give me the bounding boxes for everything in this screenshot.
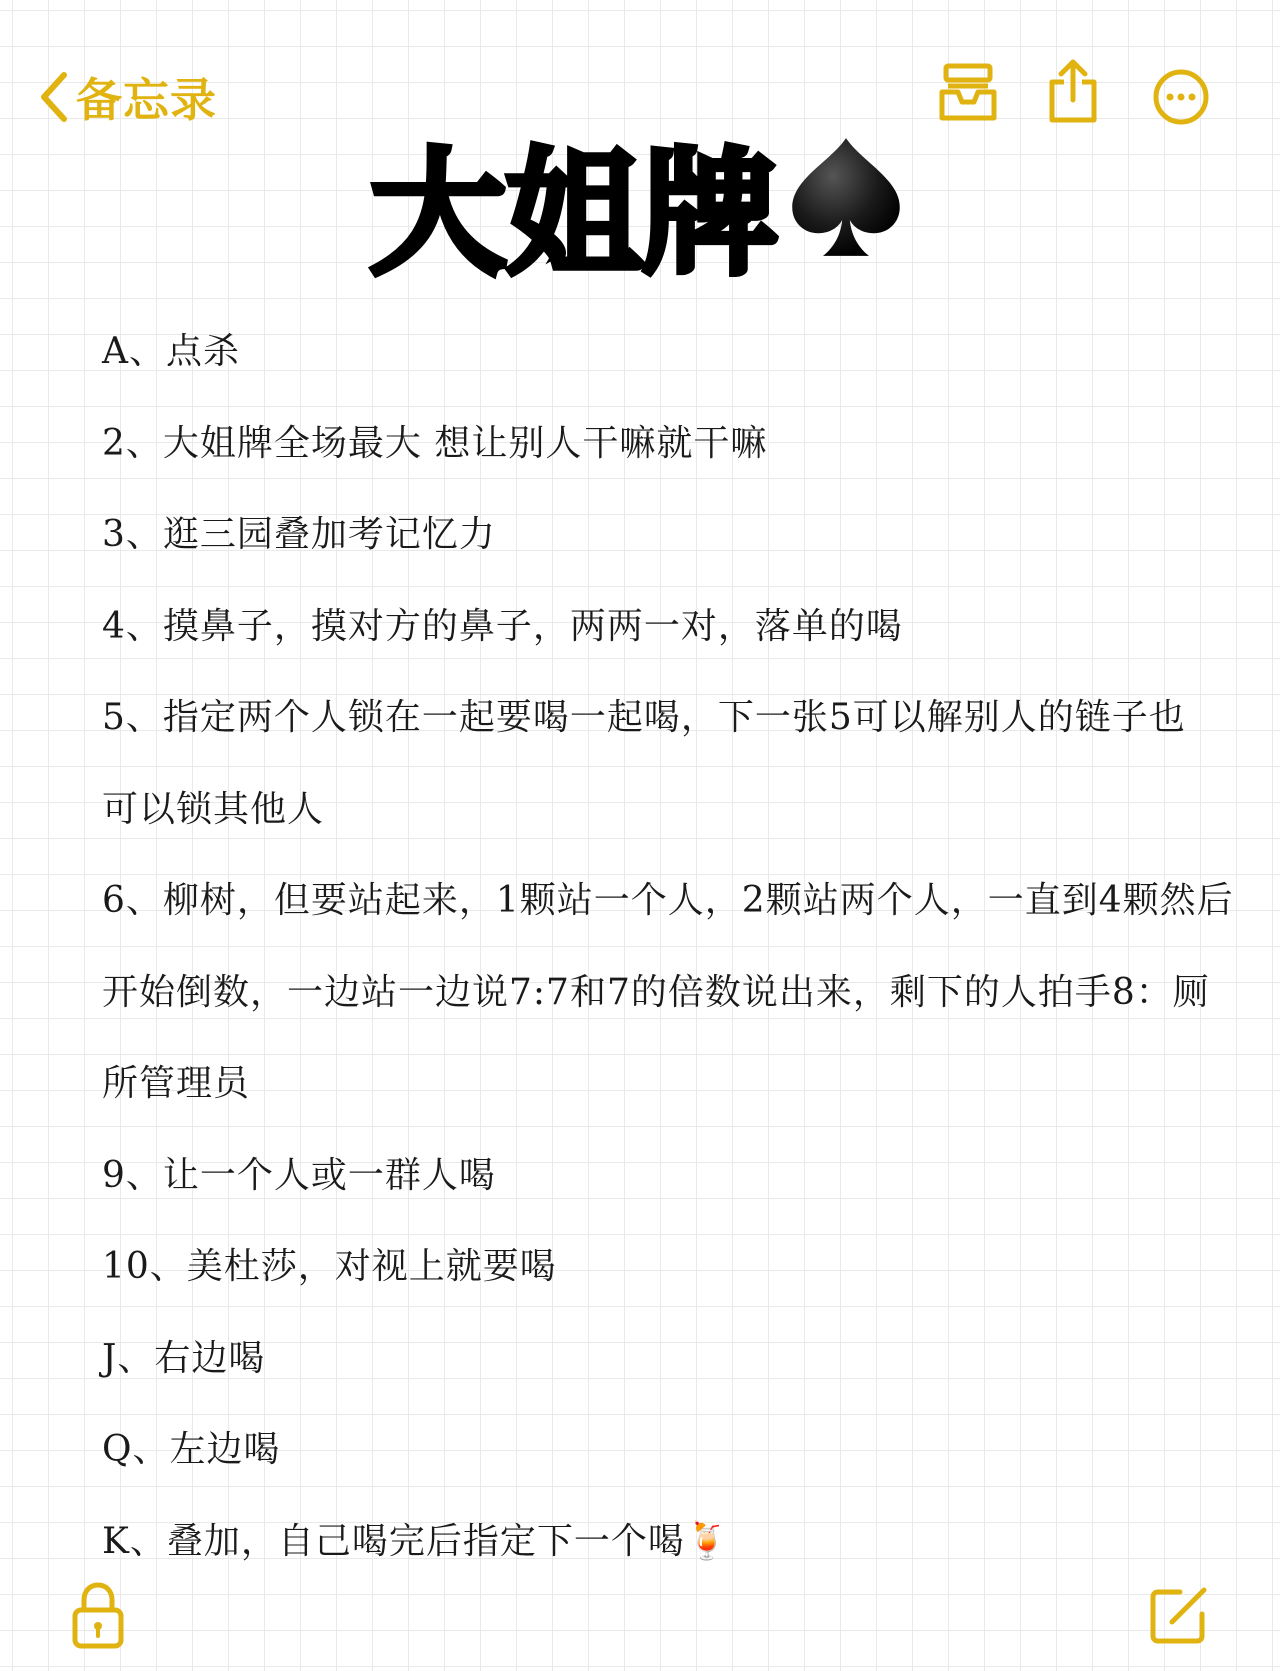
compose-button[interactable]: [1148, 1584, 1210, 1646]
share-icon: [1046, 58, 1100, 124]
note-line: 5、指定两个人锁在一起要喝一起喝，下一张5可以解别人的链子也: [102, 697, 1186, 738]
note-line: A、点杀: [102, 331, 240, 372]
note-line: 可以锁其他人: [102, 788, 325, 830]
note-line: Q、左边喝: [102, 1429, 281, 1470]
note-title-text: 大姐牌: [370, 136, 778, 294]
note-line: 10、美杜莎，对视上就要喝: [102, 1246, 557, 1287]
note-line: 6、柳树，但要站起来，1颗站一个人，2颗站两个人，一直到4颗然后: [102, 880, 1234, 921]
more-icon: [1152, 68, 1210, 126]
back-button[interactable]: [36, 62, 217, 132]
note-body[interactable]: [102, 306, 1234, 1587]
back-label: 备忘录: [76, 73, 217, 127]
note-line: 4、摸鼻子，摸对方的鼻子，两两一对，落单的喝: [102, 605, 903, 647]
note-line: 开始倒数，一边站一边说7:7和7的倍数说出来，剩下的人拍手8：厕: [102, 971, 1210, 1013]
inbox-button[interactable]: [938, 62, 998, 124]
chevron-left-icon: [36, 69, 70, 125]
note-line: 2、大姐牌全场最大 想让别人干嘛就干嘛: [102, 422, 768, 464]
share-button[interactable]: [1046, 58, 1100, 124]
compose-icon: [1148, 1584, 1210, 1646]
spade-icon: [782, 133, 910, 295]
more-button[interactable]: [1152, 68, 1210, 126]
lock-icon: [70, 1580, 126, 1650]
bottom-toolbar: [0, 1560, 1280, 1671]
note-line: 3、逛三园叠加考记忆力: [102, 514, 496, 555]
note-line: J、右边喝: [102, 1337, 266, 1379]
note-line: 所管理员: [102, 1063, 251, 1104]
note-line: 9、让一个人或一群人喝: [102, 1154, 496, 1196]
lock-button[interactable]: [70, 1580, 126, 1650]
note-line: K、叠加，自己喝完后指定下一个喝🍹: [102, 1520, 731, 1562]
inbox-icon: [938, 62, 998, 124]
note-title: [0, 135, 1280, 295]
